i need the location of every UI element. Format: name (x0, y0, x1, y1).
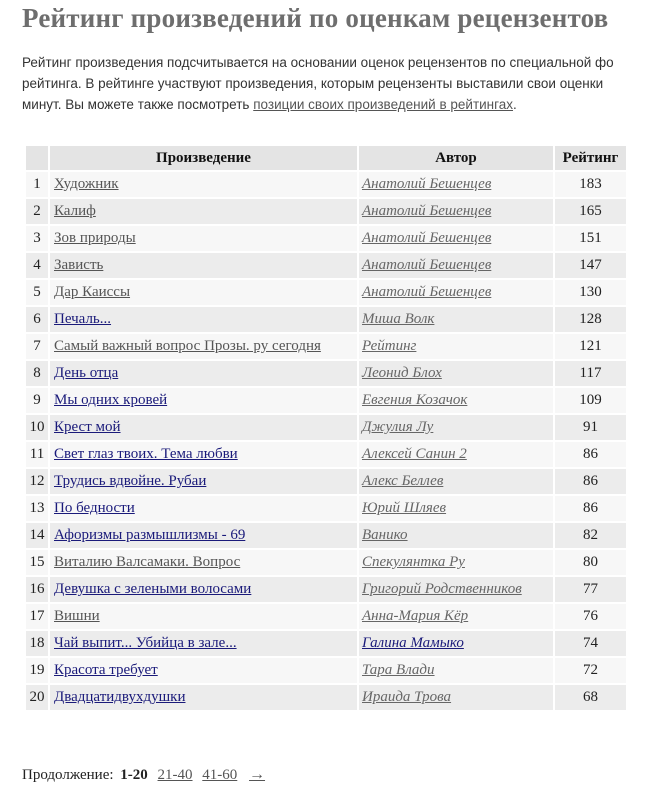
author-link[interactable]: Миша Волк (362, 311, 435, 327)
work-cell (50, 469, 357, 494)
work-link[interactable]: День отца (54, 365, 119, 381)
work-cell (50, 280, 357, 305)
work-cell (50, 523, 357, 548)
author-cell (359, 334, 553, 359)
author-cell (359, 658, 553, 683)
author-cell (359, 523, 553, 548)
table-row (26, 604, 626, 629)
table-header-row (26, 146, 626, 170)
table-row (26, 226, 626, 251)
work-link[interactable]: Чай выпит... Убийца в зале... (54, 635, 237, 651)
work-link[interactable]: Зов природы (54, 230, 136, 246)
work-cell (50, 307, 357, 332)
pagination (22, 766, 265, 784)
table-row (26, 631, 626, 656)
rating-value: 151 (555, 226, 626, 251)
author-cell (359, 415, 553, 440)
row-number: 7 (26, 334, 48, 359)
author-cell (359, 199, 553, 224)
table-row (26, 172, 626, 197)
table-row (26, 550, 626, 575)
row-number: 3 (26, 226, 48, 251)
work-link[interactable]: Зависть (54, 257, 104, 273)
work-link[interactable]: Вишни (54, 608, 100, 624)
work-cell (50, 334, 357, 359)
work-link[interactable]: Виталию Валсамаки. Вопрос (54, 554, 241, 570)
row-number: 5 (26, 280, 48, 305)
author-link[interactable]: Алекс Беллев (362, 473, 444, 489)
author-link[interactable]: Юрий Шляев (362, 500, 447, 516)
own-works-positions-link[interactable]: позиции своих произведений в рейтингах (253, 97, 514, 112)
intro-text (22, 52, 670, 115)
author-cell (359, 631, 553, 656)
work-cell (50, 658, 357, 683)
table-row (26, 334, 626, 359)
work-cell (50, 361, 357, 386)
work-cell (50, 577, 357, 602)
intro-line-1: Рейтинг произведения подсчитывается на основании оценок рецензентов по специальной фо (22, 55, 614, 70)
work-cell (50, 388, 357, 413)
rating-value: 128 (555, 307, 626, 332)
rating-value: 147 (555, 253, 626, 278)
rating-value: 165 (555, 199, 626, 224)
rating-value: 86 (555, 442, 626, 467)
intro-line-3 (22, 94, 670, 115)
pagination-link-21-40[interactable]: 21-40 (157, 767, 193, 783)
author-cell (359, 361, 553, 386)
table-row (26, 577, 626, 602)
work-cell (50, 550, 357, 575)
author-cell (359, 685, 553, 710)
author-link[interactable]: Алексей Санин 2 (362, 446, 467, 462)
author-cell (359, 604, 553, 629)
author-link[interactable]: Ванико (362, 527, 408, 543)
work-cell (50, 253, 357, 278)
table-row (26, 361, 626, 386)
table-row (26, 523, 626, 548)
author-link[interactable]: Анатолий Бешенцев (362, 176, 492, 192)
author-link[interactable]: Леонид Блох (362, 365, 442, 381)
work-cell (50, 415, 357, 440)
author-cell (359, 172, 553, 197)
work-cell (50, 631, 357, 656)
table-row (26, 307, 626, 332)
row-number: 9 (26, 388, 48, 413)
row-number: 2 (26, 199, 48, 224)
table-row (26, 388, 626, 413)
author-link[interactable]: Евгения Козачок (362, 392, 468, 408)
rating-value: 91 (555, 415, 626, 440)
work-cell (50, 226, 357, 251)
rating-value: 76 (555, 604, 626, 629)
work-cell (50, 199, 357, 224)
header-rating: Рейтинг (555, 146, 626, 170)
rating-table (24, 144, 628, 712)
rating-value: 68 (555, 685, 626, 710)
rating-value: 86 (555, 496, 626, 521)
header-num (26, 146, 48, 170)
work-link[interactable]: Девушка с зелеными волосами (54, 581, 252, 597)
work-link[interactable]: Двадцатидвухдушки (54, 689, 186, 705)
next-page-arrow-icon[interactable]: → (249, 766, 266, 783)
intro-line-3-prefix: минут. Вы можете также посмотреть (22, 97, 254, 112)
page-title: Рейтинг произведений по оценкам рецензентов (22, 3, 609, 33)
work-link[interactable]: Красота требует (54, 662, 158, 678)
rating-value: 130 (555, 280, 626, 305)
rating-value: 109 (555, 388, 626, 413)
author-cell (359, 307, 553, 332)
table-row (26, 469, 626, 494)
table-row (26, 415, 626, 440)
work-link[interactable]: Калиф (54, 203, 96, 219)
author-cell (359, 442, 553, 467)
row-number: 20 (26, 685, 48, 710)
work-link[interactable]: Крест мой (54, 419, 121, 435)
author-link[interactable]: Рейтинг (362, 338, 417, 354)
work-cell (50, 604, 357, 629)
author-cell (359, 550, 553, 575)
table-row (26, 496, 626, 521)
row-number: 1 (26, 172, 48, 197)
author-link[interactable]: Ираида Трова (362, 689, 452, 705)
table-row (26, 280, 626, 305)
row-number: 11 (26, 442, 48, 467)
row-number: 14 (26, 523, 48, 548)
rating-value: 74 (555, 631, 626, 656)
header-work: Произведение (50, 146, 357, 170)
row-number: 4 (26, 253, 48, 278)
rating-value: 183 (555, 172, 626, 197)
author-cell (359, 469, 553, 494)
table-row (26, 253, 626, 278)
rating-value: 77 (555, 577, 626, 602)
rating-value: 72 (555, 658, 626, 683)
author-link[interactable]: Джулия Лу (362, 419, 434, 435)
author-link[interactable]: Анатолий Бешенцев (362, 203, 492, 219)
work-link[interactable]: Трудись вдвойне. Рубаи (54, 473, 207, 489)
table-row (26, 442, 626, 467)
author-cell (359, 226, 553, 251)
author-link[interactable]: Тара Влади (362, 662, 435, 678)
header-author: Автор (359, 146, 553, 170)
work-link[interactable]: Художник (54, 176, 119, 192)
intro-line-3-suffix: . (513, 97, 517, 112)
work-link[interactable]: По бедности (54, 500, 135, 516)
author-link[interactable]: Анна-Мария Кёр (362, 608, 469, 624)
work-cell (50, 172, 357, 197)
row-number: 15 (26, 550, 48, 575)
work-link[interactable]: Свет глаз твоих. Тема любви (54, 446, 238, 462)
rating-value: 86 (555, 469, 626, 494)
work-link[interactable]: Самый важный вопрос Прозы. ру сегодня (54, 338, 321, 354)
work-cell (50, 496, 357, 521)
author-cell (359, 280, 553, 305)
pagination-current: 1-20 (120, 767, 148, 783)
author-link[interactable]: Анатолий Бешенцев (362, 284, 492, 300)
author-link[interactable]: Галина Мамыко (362, 635, 464, 651)
row-number: 10 (26, 415, 48, 440)
pagination-link-41-60[interactable]: 41-60 (202, 767, 238, 783)
author-cell (359, 577, 553, 602)
work-link[interactable]: Афоризмы размышлизмы - 69 (54, 527, 246, 543)
table-row (26, 685, 626, 710)
rating-value: 82 (555, 523, 626, 548)
pagination-label: Продолжение: (22, 767, 114, 783)
row-number: 8 (26, 361, 48, 386)
row-number: 6 (26, 307, 48, 332)
row-number: 16 (26, 577, 48, 602)
row-number: 12 (26, 469, 48, 494)
work-link[interactable]: Мы одних кровей (54, 392, 168, 408)
author-cell (359, 388, 553, 413)
table-row (26, 199, 626, 224)
work-cell (50, 685, 357, 710)
work-link[interactable]: Печаль... (54, 311, 112, 327)
author-link[interactable]: Анатолий Бешенцев (362, 230, 492, 246)
author-link[interactable]: Григорий Родственников (362, 581, 522, 597)
row-number: 19 (26, 658, 48, 683)
author-link[interactable]: Спекулянтка Ру (362, 554, 465, 570)
table-row (26, 658, 626, 683)
row-number: 18 (26, 631, 48, 656)
rating-value: 117 (555, 361, 626, 386)
row-number: 17 (26, 604, 48, 629)
intro-line-2: рейтинга. В рейтинге участвуют произведения, которым рецензенты выставили свои оценки (22, 76, 604, 91)
row-number: 13 (26, 496, 48, 521)
author-cell (359, 253, 553, 278)
work-link[interactable]: Дар Каиссы (54, 284, 131, 300)
author-cell (359, 496, 553, 521)
rating-value: 121 (555, 334, 626, 359)
author-link[interactable]: Анатолий Бешенцев (362, 257, 492, 273)
work-cell (50, 442, 357, 467)
rating-value: 80 (555, 550, 626, 575)
